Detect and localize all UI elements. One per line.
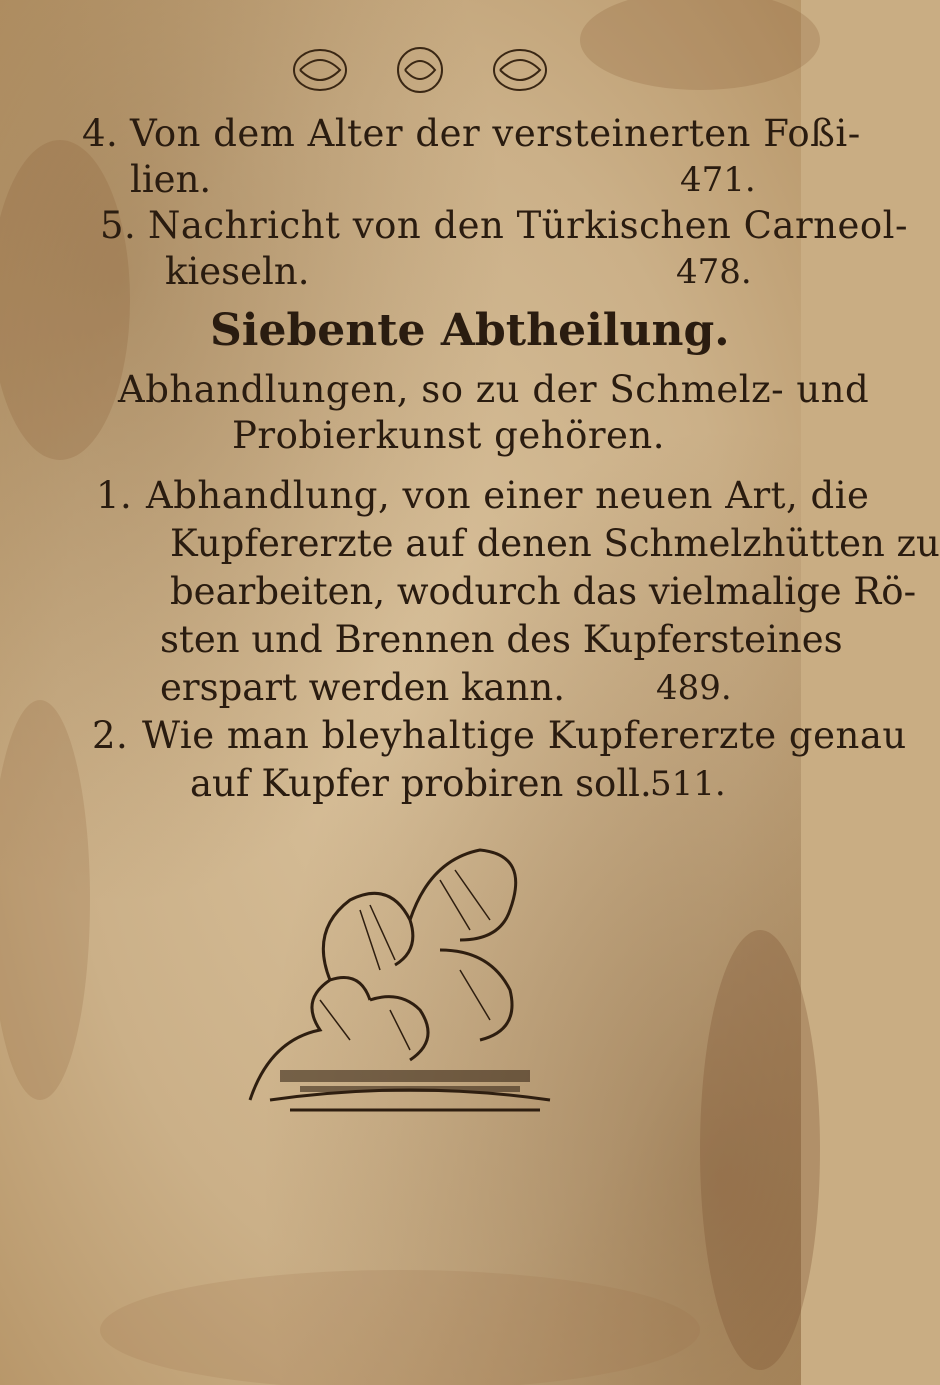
entry-5-number: 5.	[100, 204, 137, 247]
entry-5-continuation: kieseln.	[165, 250, 310, 293]
section-heading: Siebente Abtheilung.	[210, 305, 730, 356]
entry-1-title: Abhandlung, von einer neuen Art, die	[146, 474, 870, 517]
engraved-vignette	[210, 800, 590, 1120]
entry-1-line5: erspart werden kann.	[160, 666, 565, 709]
entry-2-number: 2.	[92, 714, 129, 757]
section-subtitle-line2: Probierkunst gehören.	[232, 414, 666, 457]
entry-4-continuation: lien.	[130, 158, 212, 201]
entry-2-title: Wie man bleyhaltige Kupfererzte genau	[142, 714, 907, 757]
entry-1-number: 1.	[96, 474, 133, 517]
entry-2-continuation: auf Kupfer probiren soll.	[190, 762, 652, 805]
entry-1-line2: Kupfererzte auf denen Schmelzhütten zu	[170, 522, 940, 565]
entry-2-page: 511.	[650, 764, 726, 804]
header-ornaments	[270, 40, 570, 100]
entry-1-line4: sten und Brennen des Kupfersteines	[160, 618, 843, 661]
entry-1-line3: bearbeiten, wodurch das vielmalige Rö-	[170, 570, 917, 613]
entry-4-number: 4.	[82, 112, 119, 155]
entry-5-title: Nachricht von den Türkischen Carneol-	[148, 204, 908, 247]
entry-5-page: 478.	[676, 252, 752, 292]
entry-4-title: Von dem Alter der versteinerten Foßi-	[130, 112, 861, 155]
entry-1-page: 489.	[656, 668, 732, 708]
entry-4-page: 471.	[680, 160, 756, 200]
section-subtitle-line1: Abhandlungen, so zu der Schmelz- und	[118, 368, 870, 411]
